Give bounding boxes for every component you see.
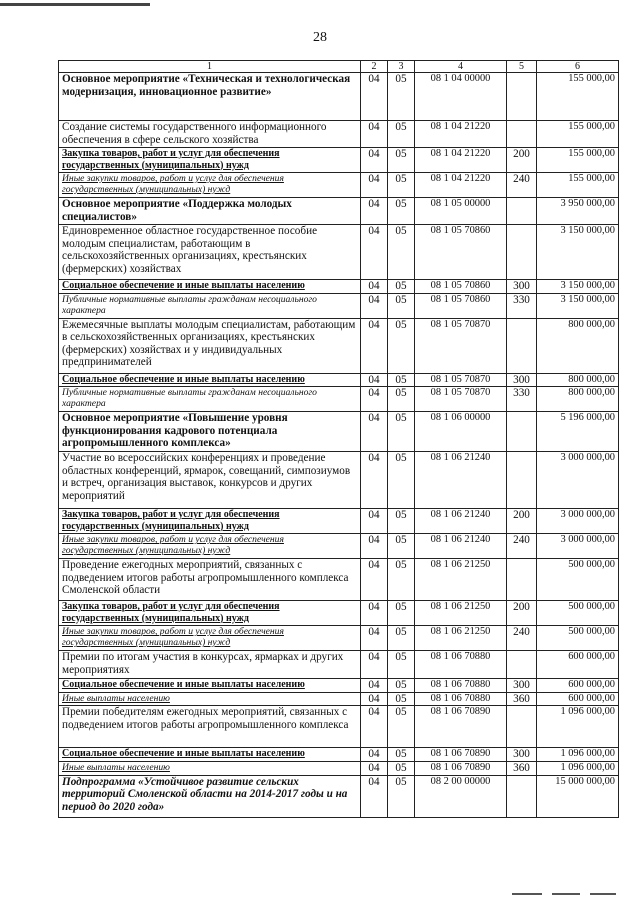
expense-type-cell bbox=[507, 775, 537, 817]
subsection-cell: 05 bbox=[388, 452, 415, 509]
row-name-cell: Закупка товаров, работ и услуг для обеспечения государственных (муниципальных) нужд bbox=[59, 509, 361, 534]
amount-cell: 1 096 000,00 bbox=[537, 761, 619, 775]
row-name-cell: Проведение ежегодных мероприятий, связанных с подведением итогов работы агропромышленного комплекса Смоленской области bbox=[59, 559, 361, 601]
target-article-cell: 08 1 05 00000 bbox=[415, 198, 507, 225]
scan-artifact-footer bbox=[590, 893, 616, 895]
row-name-cell: Публичные нормативные выплаты гражданам несоциального характера bbox=[59, 293, 361, 318]
row-name-cell: Ежемесячные выплаты молодым специалистам, работающим в сельскохозяйственных организациях, крестьянских (фермерских) хозяйствах и у индивидуальных предпринимателей bbox=[59, 318, 361, 373]
row-name-cell: Создание системы государственного информационного обеспечения в сфере сельского хозяйства bbox=[59, 121, 361, 148]
expense-type-cell bbox=[507, 121, 537, 148]
target-article-cell: 08 1 05 70860 bbox=[415, 280, 507, 294]
table-row bbox=[59, 651, 619, 679]
amount-cell: 5 196 000,00 bbox=[537, 412, 619, 452]
target-article-cell: 08 1 04 21220 bbox=[415, 148, 507, 173]
table-row bbox=[59, 293, 619, 318]
table-row bbox=[59, 121, 619, 148]
target-article-cell: 08 1 05 70870 bbox=[415, 387, 507, 412]
table-row bbox=[59, 692, 619, 706]
section-cell: 04 bbox=[361, 412, 388, 452]
amount-cell: 1 096 000,00 bbox=[537, 706, 619, 748]
amount-cell: 800 000,00 bbox=[537, 318, 619, 373]
subsection-cell: 05 bbox=[388, 198, 415, 225]
amount-cell: 155 000,00 bbox=[537, 148, 619, 173]
expense-type-cell bbox=[507, 225, 537, 280]
row-name-cell: Участие во всероссийских конференциях и проведение областных конференций, ярмарок, совещаний, симпозиумов и встреч, организация выставок, конкурсов и других мероприятий bbox=[59, 452, 361, 509]
amount-cell: 600 000,00 bbox=[537, 651, 619, 679]
expense-type-cell: 300 bbox=[507, 679, 537, 693]
section-cell: 04 bbox=[361, 651, 388, 679]
amount-cell: 3 150 000,00 bbox=[537, 293, 619, 318]
scan-artifact-footer bbox=[552, 893, 580, 895]
subsection-cell: 05 bbox=[388, 748, 415, 762]
expense-type-cell: 360 bbox=[507, 761, 537, 775]
subsection-cell: 05 bbox=[388, 775, 415, 817]
row-name-cell: Иные закупки товаров, работ и услуг для обеспечения государственных (муниципальных) нужд bbox=[59, 173, 361, 198]
table-row bbox=[59, 626, 619, 651]
amount-cell: 800 000,00 bbox=[537, 387, 619, 412]
subsection-cell: 05 bbox=[388, 534, 415, 559]
amount-cell: 3 150 000,00 bbox=[537, 280, 619, 294]
page-number: 28 bbox=[313, 30, 327, 45]
amount-cell: 500 000,00 bbox=[537, 626, 619, 651]
section-cell: 04 bbox=[361, 225, 388, 280]
table-row bbox=[59, 387, 619, 412]
table-row bbox=[59, 775, 619, 817]
amount-cell: 155 000,00 bbox=[537, 121, 619, 148]
table-row bbox=[59, 412, 619, 452]
target-article-cell: 08 1 06 21250 bbox=[415, 559, 507, 601]
subsection-cell: 05 bbox=[388, 679, 415, 693]
target-article-cell: 08 1 06 21240 bbox=[415, 452, 507, 509]
table-row bbox=[59, 148, 619, 173]
table-header-row bbox=[59, 61, 619, 73]
subsection-cell: 05 bbox=[388, 706, 415, 748]
subsection-cell: 05 bbox=[388, 692, 415, 706]
row-name-cell: Иные закупки товаров, работ и услуг для обеспечения государственных (муниципальных) нужд bbox=[59, 626, 361, 651]
subsection-cell: 05 bbox=[388, 318, 415, 373]
table-row bbox=[59, 748, 619, 762]
section-cell: 04 bbox=[361, 748, 388, 762]
row-name-cell: Иные закупки товаров, работ и услуг для обеспечения государственных (муниципальных) нужд bbox=[59, 534, 361, 559]
subsection-cell: 05 bbox=[388, 761, 415, 775]
amount-cell: 3 150 000,00 bbox=[537, 225, 619, 280]
amount-cell: 600 000,00 bbox=[537, 692, 619, 706]
section-cell: 04 bbox=[361, 452, 388, 509]
table-row bbox=[59, 318, 619, 373]
section-cell: 04 bbox=[361, 293, 388, 318]
expense-type-cell: 360 bbox=[507, 692, 537, 706]
subsection-cell: 05 bbox=[388, 651, 415, 679]
expense-type-cell: 300 bbox=[507, 748, 537, 762]
table-row bbox=[59, 225, 619, 280]
amount-cell: 1 096 000,00 bbox=[537, 748, 619, 762]
target-article-cell: 08 1 04 21220 bbox=[415, 121, 507, 148]
row-name-cell: Социальное обеспечение и иные выплаты населению bbox=[59, 679, 361, 693]
expense-type-cell bbox=[507, 706, 537, 748]
table-row bbox=[59, 761, 619, 775]
subsection-cell: 05 bbox=[388, 173, 415, 198]
amount-cell: 3 000 000,00 bbox=[537, 534, 619, 559]
row-name-cell: Социальное обеспечение и иные выплаты населению bbox=[59, 280, 361, 294]
amount-cell: 500 000,00 bbox=[537, 601, 619, 626]
section-cell: 04 bbox=[361, 509, 388, 534]
section-cell: 04 bbox=[361, 692, 388, 706]
target-article-cell: 08 2 00 00000 bbox=[415, 775, 507, 817]
target-article-cell: 08 1 06 00000 bbox=[415, 412, 507, 452]
section-cell: 04 bbox=[361, 387, 388, 412]
target-article-cell: 08 1 06 21240 bbox=[415, 534, 507, 559]
table-row bbox=[59, 509, 619, 534]
row-name-cell: Основное мероприятие «Техническая и технологическая модернизация, инновационное развитие» bbox=[59, 73, 361, 121]
subsection-cell: 05 bbox=[388, 509, 415, 534]
section-cell: 04 bbox=[361, 173, 388, 198]
row-name-cell: Закупка товаров, работ и услуг для обеспечения государственных (муниципальных) нужд bbox=[59, 601, 361, 626]
target-article-cell: 08 1 06 70880 bbox=[415, 692, 507, 706]
amount-cell: 3 950 000,00 bbox=[537, 198, 619, 225]
section-cell: 04 bbox=[361, 775, 388, 817]
target-article-cell: 08 1 04 21220 bbox=[415, 173, 507, 198]
table-row bbox=[59, 173, 619, 198]
expense-type-cell bbox=[507, 198, 537, 225]
expense-type-cell bbox=[507, 318, 537, 373]
row-name-cell: Основное мероприятие «Поддержка молодых специалистов» bbox=[59, 198, 361, 225]
row-name-cell: Премии по итогам участия в конкурсах, ярмарках и других мероприятиях bbox=[59, 651, 361, 679]
expense-type-cell bbox=[507, 452, 537, 509]
row-name-cell: Социальное обеспечение и иные выплаты населению bbox=[59, 373, 361, 387]
expense-type-cell: 240 bbox=[507, 173, 537, 198]
row-name-cell: Иные выплаты населению bbox=[59, 692, 361, 706]
section-cell: 04 bbox=[361, 121, 388, 148]
table-row bbox=[59, 601, 619, 626]
column-header: 4 bbox=[415, 61, 507, 73]
column-header: 6 bbox=[537, 61, 619, 73]
subsection-cell: 05 bbox=[388, 225, 415, 280]
section-cell: 04 bbox=[361, 559, 388, 601]
table-row bbox=[59, 679, 619, 693]
amount-cell: 155 000,00 bbox=[537, 173, 619, 198]
expense-type-cell: 300 bbox=[507, 373, 537, 387]
subsection-cell: 05 bbox=[388, 559, 415, 601]
section-cell: 04 bbox=[361, 280, 388, 294]
section-cell: 04 bbox=[361, 601, 388, 626]
expense-type-cell bbox=[507, 559, 537, 601]
section-cell: 04 bbox=[361, 373, 388, 387]
expense-type-cell: 200 bbox=[507, 601, 537, 626]
expense-type-cell: 200 bbox=[507, 148, 537, 173]
section-cell: 04 bbox=[361, 318, 388, 373]
subsection-cell: 05 bbox=[388, 387, 415, 412]
expense-type-cell: 330 bbox=[507, 293, 537, 318]
row-name-cell: Иные выплаты населению bbox=[59, 761, 361, 775]
column-header: 2 bbox=[361, 61, 388, 73]
amount-cell: 15 000 000,00 bbox=[537, 775, 619, 817]
subsection-cell: 05 bbox=[388, 280, 415, 294]
target-article-cell: 08 1 04 00000 bbox=[415, 73, 507, 121]
subsection-cell: 05 bbox=[388, 121, 415, 148]
expense-type-cell: 200 bbox=[507, 509, 537, 534]
table-row bbox=[59, 534, 619, 559]
table-row bbox=[59, 280, 619, 294]
target-article-cell: 08 1 06 70880 bbox=[415, 679, 507, 693]
expense-type-cell bbox=[507, 73, 537, 121]
target-article-cell: 08 1 06 70890 bbox=[415, 748, 507, 762]
subsection-cell: 05 bbox=[388, 412, 415, 452]
budget-table bbox=[58, 60, 619, 818]
table-row bbox=[59, 73, 619, 121]
amount-cell: 500 000,00 bbox=[537, 559, 619, 601]
amount-cell: 155 000,00 bbox=[537, 73, 619, 121]
target-article-cell: 08 1 06 21250 bbox=[415, 601, 507, 626]
subsection-cell: 05 bbox=[388, 148, 415, 173]
expense-type-cell: 240 bbox=[507, 534, 537, 559]
target-article-cell: 08 1 05 70870 bbox=[415, 318, 507, 373]
scan-artifact-line bbox=[0, 3, 150, 6]
section-cell: 04 bbox=[361, 679, 388, 693]
section-cell: 04 bbox=[361, 761, 388, 775]
subsection-cell: 05 bbox=[388, 293, 415, 318]
expense-type-cell: 300 bbox=[507, 280, 537, 294]
table-row bbox=[59, 198, 619, 225]
section-cell: 04 bbox=[361, 534, 388, 559]
table-row bbox=[59, 559, 619, 601]
target-article-cell: 08 1 06 21240 bbox=[415, 509, 507, 534]
section-cell: 04 bbox=[361, 198, 388, 225]
row-name-cell: Премии победителям ежегодных мероприятий, связанных с подведением итогов работы агропромышленного комплекса bbox=[59, 706, 361, 748]
section-cell: 04 bbox=[361, 148, 388, 173]
target-article-cell: 08 1 05 70860 bbox=[415, 293, 507, 318]
column-header: 5 bbox=[507, 61, 537, 73]
row-name-cell: Закупка товаров, работ и услуг для обеспечения государственных (муниципальных) нужд bbox=[59, 148, 361, 173]
subsection-cell: 05 bbox=[388, 626, 415, 651]
section-cell: 04 bbox=[361, 626, 388, 651]
amount-cell: 600 000,00 bbox=[537, 679, 619, 693]
row-name-cell: Подпрограмма «Устойчивое развитие сельских территорий Смоленской области на 2014-2017 годы и на период до 2020 года» bbox=[59, 775, 361, 817]
expense-type-cell: 330 bbox=[507, 387, 537, 412]
row-name-cell: Основное мероприятие «Повышение уровня функционирования кадрового потенциала агропромышленного комплекса» bbox=[59, 412, 361, 452]
target-article-cell: 08 1 06 70880 bbox=[415, 651, 507, 679]
expense-type-cell bbox=[507, 412, 537, 452]
subsection-cell: 05 bbox=[388, 73, 415, 121]
table-row bbox=[59, 452, 619, 509]
scan-artifact-footer bbox=[512, 893, 542, 895]
column-header: 1 bbox=[59, 61, 361, 73]
table-row bbox=[59, 706, 619, 748]
target-article-cell: 08 1 06 21250 bbox=[415, 626, 507, 651]
subsection-cell: 05 bbox=[388, 601, 415, 626]
row-name-cell: Публичные нормативные выплаты гражданам несоциального характера bbox=[59, 387, 361, 412]
expense-type-cell bbox=[507, 651, 537, 679]
target-article-cell: 08 1 05 70870 bbox=[415, 373, 507, 387]
section-cell: 04 bbox=[361, 73, 388, 121]
target-article-cell: 08 1 06 70890 bbox=[415, 761, 507, 775]
table-row bbox=[59, 373, 619, 387]
expense-type-cell: 240 bbox=[507, 626, 537, 651]
row-name-cell: Социальное обеспечение и иные выплаты населению bbox=[59, 748, 361, 762]
amount-cell: 3 000 000,00 bbox=[537, 452, 619, 509]
section-cell: 04 bbox=[361, 706, 388, 748]
column-header: 3 bbox=[388, 61, 415, 73]
amount-cell: 800 000,00 bbox=[537, 373, 619, 387]
target-article-cell: 08 1 05 70860 bbox=[415, 225, 507, 280]
row-name-cell: Единовременное областное государственное пособие молодым специалистам, работающим в сельскохозяйственных организациях, крестьянских (фермерских) хозяйствах bbox=[59, 225, 361, 280]
amount-cell: 3 000 000,00 bbox=[537, 509, 619, 534]
subsection-cell: 05 bbox=[388, 373, 415, 387]
target-article-cell: 08 1 06 70890 bbox=[415, 706, 507, 748]
